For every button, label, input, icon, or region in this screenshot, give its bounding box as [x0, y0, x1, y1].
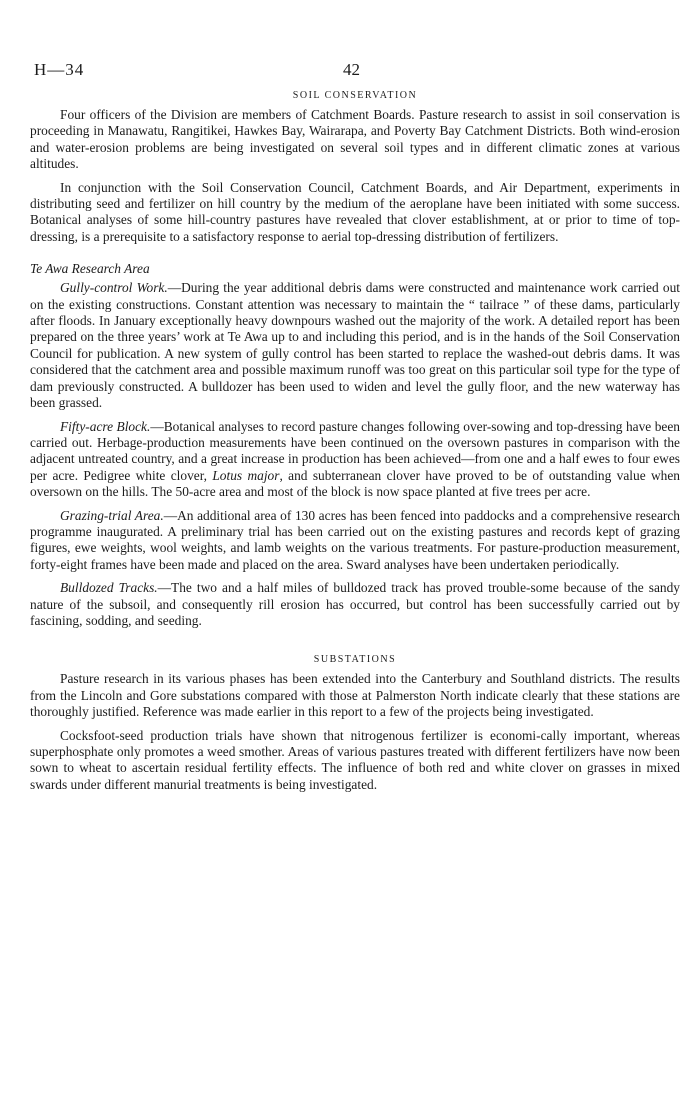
paragraph: In conjunction with the Soil Conservation Council, Catchment Boards, and Air Department, experiments in distributing seed and fertilizer on hill country by the medium of the aeroplane have been initiated with some success. Botanical analyses of some hill-country pastures have revealed that clover establishment, at or prior to time of top-dressing, is a prerequisite to a satisfactory response to aerial top-dressing distribution of fertilizers. — [30, 179, 680, 244]
run-in-heading: Gully-control Work. — [60, 280, 168, 296]
run-in-heading: Bulldozed Tracks. — [60, 580, 158, 596]
document-page — [30, 0, 680, 800]
paragraph-bulldozed-tracks — [30, 580, 680, 629]
paragraph-fifty-acre — [30, 419, 680, 501]
soil-conservation-section — [30, 90, 680, 793]
paragraph-text: —The two and a half miles of bulldozed track has proved trouble-some because of the sandy nature of the subsoil, and consequently rill erosion has occurred, but control has been successfully carried out by fascining, sodding, and seeding. — [30, 580, 681, 628]
paragraph-text: —Botanical analyses to record pasture changes following over-sowing and top-dressing have been carried out. Herbage-production measurements have been continued on the oversown pastures in comparison with the adjacent untreated country, and a great increase in production has been achieved—from one and a half ewes to four ewes per acre. Pedigree white clover, — [30, 418, 680, 483]
paragraph-text: —An additional area of 130 acres has been fenced into paddocks and a comprehensive research programme inaugurated. A preliminary trial has been carried out on the existing pastures and records kept of grazing figures, ewe weights, wool weights, and lamb weights on the various treatments. For pasture-production measurement, forty-eight frames have been made and placed on the area. Sward analyses have been undertaken periodically. — [30, 507, 680, 572]
paragraph: Four officers of the Division are members of Catchment Boards. Pasture research to assist in soil conservation is proceeding in Manawatu, Rangitikei, Hawkes Bay, Wairarapa, and Poverty Bay Catchment Districts. Both wind-erosion and water-erosion problems are being investigated on several soil types and in different climatic zones at various altitudes. — [30, 107, 680, 172]
paragraph: Cocksfoot-seed production trials have shown that nitrogenous fertilizer is economi-cally important, whereas superphosphate only promotes a weed smother. Areas of various pastures treated with different fertilizers have now been sown to wheat to ascertain residual fertility effects. The influence of both red and white clover on grasses in mixed swards under different manurial treatments is being investigated. — [30, 727, 680, 792]
run-in-heading: Grazing-trial Area. — [60, 507, 164, 523]
page-number: 42 — [343, 60, 360, 79]
page-header — [30, 0, 680, 90]
document-code: H—34 — [34, 60, 85, 79]
paragraph-text: , and subterranean clover have proved to be of outstanding value when oversown on the hills. The 50-acre area and most of the block is now space planted at five trees per acre. — [30, 467, 681, 500]
paragraph-grazing-trial — [30, 508, 680, 574]
paragraph: Pasture research in its various phases has been extended into the Canterbury and Southland districts. The results from the Lincoln and Gore substations compared with those at Palmerston North indicate clearly that these stations are thoroughly justified. Reference was made earlier in this report to a few of the projects being investigated. — [30, 671, 680, 720]
section-heading-soil-conservation: SOIL CONSERVATION — [292, 90, 418, 101]
section-heading-substations: SUBSTATIONS — [313, 654, 397, 666]
subheading-te-awa: Te Awa Research Area — [30, 261, 150, 277]
paragraph-gully-control — [30, 280, 680, 411]
paragraph-text: —During the year additional debris dams were constructed and maintenance work carried out on the existing constructions. Constant attention was necessary to maintain the “ tailrace ” of these dams, particularly after floods. In January exceptionally heavy downpours washed out the majority of the work. A detailed report has been prepared on the three years’ work at Te Awa up to and including this period, and is in the hands of the Soil Conservation Council for publication. A new system of gully control has been started to replace the washed-out debris dams. It was considered that the catchment area and possible maximum runoff was too great on this particular soil type for the type of dam previously constructed. A bulldozer has been used to widen and level the gully floor, and the new waterway has been grassed. — [30, 280, 680, 411]
species-name: Lotus major — [212, 467, 280, 483]
run-in-heading: Fifty-acre Block. — [60, 418, 151, 434]
